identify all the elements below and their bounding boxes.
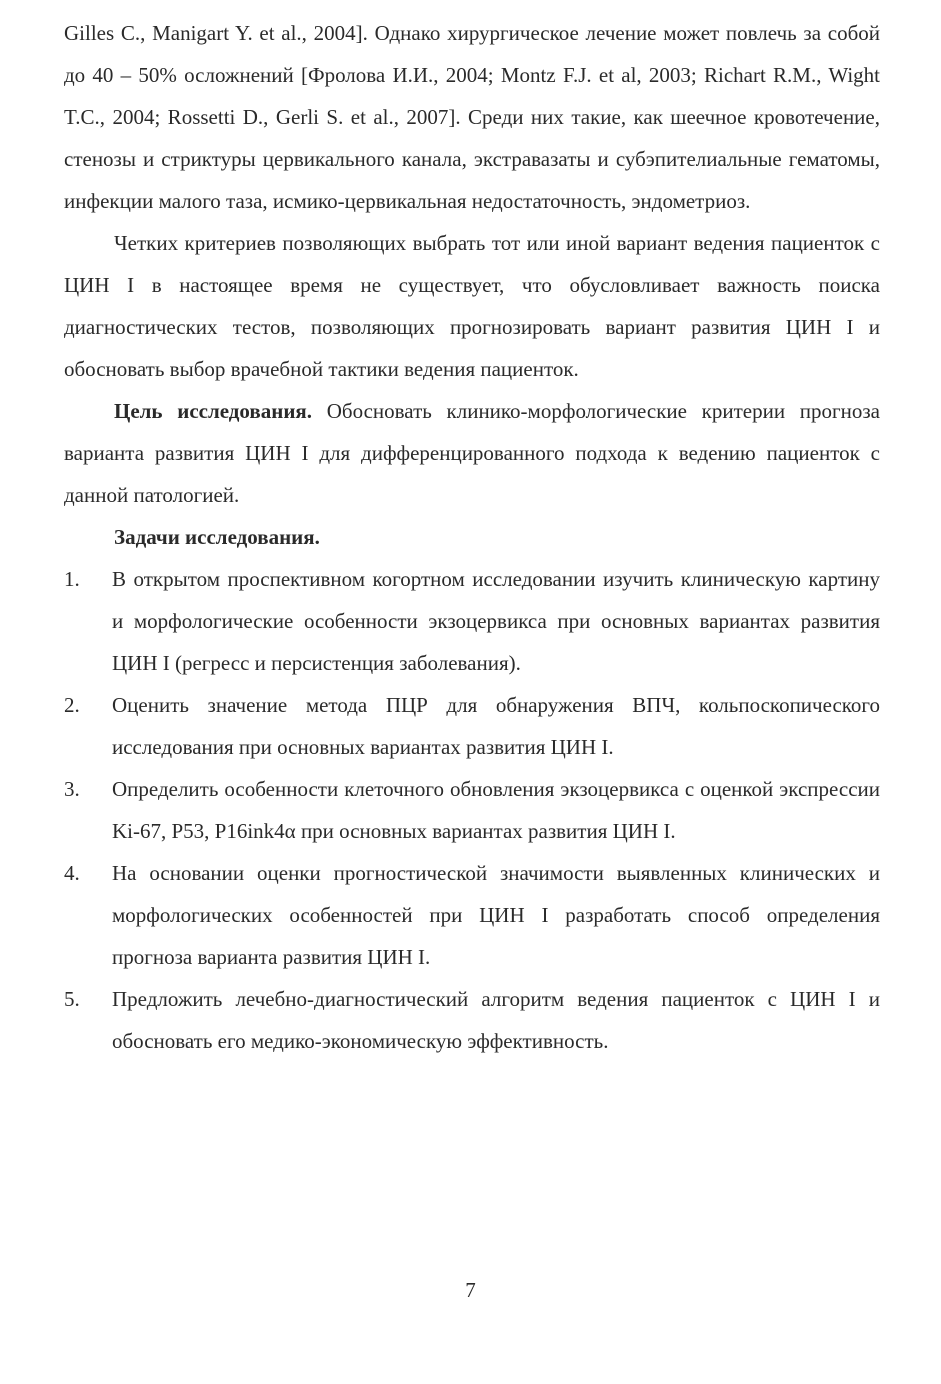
document-page: [64, 12, 880, 1062]
page-number: 7: [465, 1278, 476, 1302]
tasks-heading: Задачи исследования.: [114, 525, 320, 549]
task-item: [64, 768, 880, 852]
task-item: [64, 684, 880, 768]
task-number: 2.: [64, 693, 80, 717]
task-item: [64, 852, 880, 978]
goal-text: Обосновать клинико-морфологические критерии прогноза варианта развития ЦИН I для дифференцированного подхода к ведению пациенток с данной патологией.: [64, 399, 880, 507]
task-number: 3.: [64, 777, 80, 801]
task-item: [64, 978, 880, 1062]
task-text: В открытом проспективном когортном исследовании изучить клиническую картину и морфологические особенности экзоцервикса при основных вариантах развития ЦИН I (регресс и персистенция заболевания).: [112, 567, 880, 675]
task-text: Оценить значение метода ПЦР для обнаружения ВПЧ, кольпоскопического исследования при основных вариантах развития ЦИН I.: [112, 693, 880, 759]
task-number: 4.: [64, 861, 80, 885]
task-number: 5.: [64, 987, 80, 1011]
task-item: [64, 558, 880, 684]
task-number: 1.: [64, 567, 80, 591]
paragraph-goal: [64, 390, 880, 516]
goal-label: Цель исследования.: [114, 399, 313, 423]
paragraph-literature-complications: Gilles C., Manigart Y. et al., 2004]. Однако хирургическое лечение может повлечь за собой до 40 – 50% осложнений [Фролова И.И., 2004; Montz F.J. et al, 2003; Richart R.M., Wight T.C., 2004; Rossetti D., Gerli S. et al., 2007]. Среди них такие, как шеечное кровотечение, стенозы и стриктуры цервикального канала, экстравазаты и субэпителиальные гематомы, инфекции малого таза, исмико-цервикальная недостаточность, эндометриоз.: [64, 21, 880, 213]
tasks-list: [64, 558, 880, 1062]
task-text: Предложить лечебно-диагностический алгоритм ведения пациенток с ЦИН I и обосновать его медико-экономическую эффективность.: [112, 987, 880, 1053]
task-text: Определить особенности клеточного обновления экзоцервикса с оценкой экспрессии Ki-67, P53, P16ink4α при основных вариантах развития ЦИН I.: [112, 777, 880, 843]
paragraph-criteria: Четких критериев позволяющих выбрать тот или иной вариант ведения пациенток с ЦИН I в настоящее время не существует, что обусловливает важность поиска диагностических тестов, позволяющих прогнозировать вариант развития ЦИН I и обосновать выбор врачебной тактики ведения пациенток.: [64, 231, 880, 381]
task-text: На основании оценки прогностической значимости выявленных клинических и морфологических особенностей при ЦИН I разработать способ определения прогноза варианта развития ЦИН I.: [112, 861, 880, 969]
